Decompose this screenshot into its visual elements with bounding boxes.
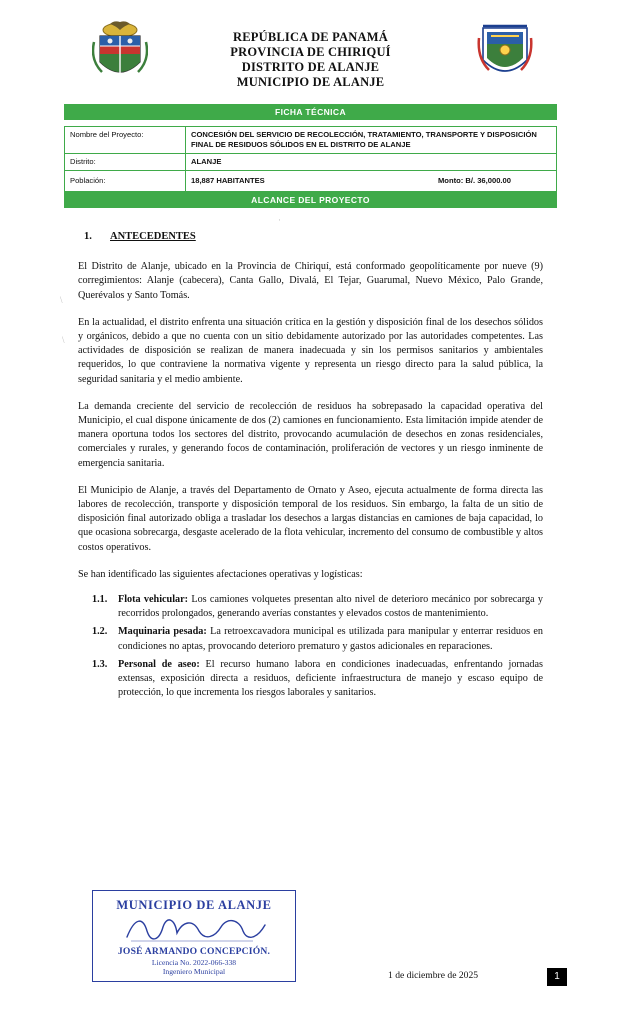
table-row <box>65 154 557 171</box>
list-item-term: Maquinaria pesada: <box>118 626 207 638</box>
section-heading <box>78 230 543 244</box>
title-line-2: PROVINCIA DE CHIRIQUÍ <box>230 45 391 59</box>
signatory-role: Ingeniero Municipal <box>162 967 226 976</box>
monto-value: Monto: B/. 36,000.00 <box>437 176 511 185</box>
footer-date: 1 de diciembre de 2025 <box>388 970 479 981</box>
title-line-3: DISTRITO DE ALANJE <box>241 60 380 74</box>
section-number: 1. <box>84 231 92 242</box>
scan-artifact: \ <box>62 335 65 345</box>
page-number-badge: 1 <box>547 968 567 986</box>
signatory-license: Licencia No. 2022-066-338 <box>151 958 237 967</box>
alcance-band: ALCANCE DEL PROYECTO <box>64 192 557 208</box>
list-item-body: La retroexcavadora municipal es utilizada para manipular y enterrar residuos en condiciones no aptas, provocando deterioro prematuro y gastos adicionales en reparaciones. <box>118 626 543 652</box>
list-item <box>78 593 543 621</box>
list-item-number: 1.1. <box>92 594 108 606</box>
list-item-text <box>118 658 543 701</box>
paragraph-4: El Municipio de Alanje, a través del Departamento de Ornato y Aseo, ejecuta actualmente de forma directa las labores de recolección, transporte y disposición temporal de los residuos. Sin embargo, la falta de un sitio de disposición final autorizado obliga a trasladar los desechos a largas distancias en camiones de baja capacidad, lo que ocasiona sobrecarga, desgaste acelerado de la flota vehicular, incremento del consumo de combustible y altos costos operativos. <box>78 484 543 553</box>
ficha-tecnica-table <box>64 126 557 192</box>
list-item-term: Flota vehicular: <box>118 594 189 606</box>
scan-artifact: · <box>278 215 281 225</box>
table-row <box>65 171 557 192</box>
document-header <box>36 0 585 104</box>
list-item <box>78 658 543 701</box>
title-line-4: MUNICIPIO DE ALANJE <box>236 75 385 89</box>
list-item-number: 1.2. <box>92 626 108 638</box>
list-item-number: 1.3. <box>92 658 108 670</box>
list-item-text <box>118 593 543 621</box>
title-line-1: REPÚBLICA DE PANAMÁ <box>233 30 388 44</box>
list-item-term: Personal de aseo: <box>118 658 200 670</box>
handwritten-signature-icon <box>93 913 295 945</box>
ficha-tecnica-table-wrap <box>64 126 557 192</box>
table-row <box>65 127 557 154</box>
coat-of-arms-alanje-icon <box>477 20 533 88</box>
scan-artifact: \ <box>60 295 63 305</box>
population-label: Población: <box>65 171 186 192</box>
list-item-body: Los camiones volquetes presentan alto nivel de deterioro mecánico por sobrecarga y recorridos prolongados, generando averías constantes y elevados costos de mantenimiento. <box>118 594 543 620</box>
population-value: 18,887 HABITANTES <box>191 176 265 185</box>
list-item-text <box>118 625 543 653</box>
list-item-body: El recurso humano labora en condiciones inadecuadas, enfrentando jornadas extensas, exposición directa a residuos, deficiente infraestructura de manejo y escaso equipo de protección, lo que incrementa los riesgos laborales y sanitarios. <box>118 658 543 699</box>
paragraph-5: Se han identificado las siguientes afectaciones operativas y logísticas: <box>78 568 363 580</box>
district-label: Distrito: <box>65 154 186 171</box>
list-item <box>78 625 543 653</box>
section-title-text: ANTECEDENTES <box>110 231 196 242</box>
document-body <box>78 230 543 700</box>
paragraph-2: En la actualidad, el distrito enfrenta una situación crítica en la gestión y disposición final de los desechos sólidos y orgánicos, debido a que no cuenta con un sitio debidamente autorizado por las autoridades competentes. Las actividades de disposición se realizan de manera inadecuada y sin los permisos sanitarios y ambientales requeridos, lo que contraviene la normativa vigente y representa un riesgo directo para la salud pública, la seguridad sanitaria y el medio ambiente. <box>78 316 543 385</box>
project-name-label: Nombre del Proyecto: <box>65 127 186 154</box>
district-value: ALANJE <box>186 154 557 171</box>
stamp-title: MUNICIPIO DE ALANJE <box>116 898 272 912</box>
ficha-tecnica-band: FICHA TÉCNICA <box>64 104 557 120</box>
document-footer <box>78 968 585 988</box>
paragraph-1: El Distrito de Alanje, ubicado en la Provincia de Chiriquí, está conformado geopolíticamente por nueve (9) corregimientos: Alanje (cabecera), Canta Gallo, Divalá, El Tejar, Guarumal, Nuevo México, Palo Grande, Querévalos y Santo Tomás. <box>78 261 543 301</box>
project-name-value: CONCESIÓN DEL SERVICIO DE RECOLECCIÓN, TRATAMIENTO, TRANSPORTE Y DISPOSICIÓN FINAL DE RESIDUOS SÓLIDOS EN EL DISTRITO DE ALANJE <box>186 127 557 154</box>
affectations-list <box>78 593 543 700</box>
paragraph-3: La demanda creciente del servicio de recolección de residuos ha sobrepasado la capacidad operativa del Municipio, el cual dispone únicamente de dos (2) camiones en funcionamiento. Esta limitación impide atender de manera oportuna todos los sectores del distrito, provocando acumulación de desechos en zonas residenciales, comerciales y rurales, y generando focos de contaminación, proliferación de vectores y un riesgo inminente de emergencia sanitaria. <box>78 400 543 469</box>
signatory-name: JOSÉ ARMANDO CONCEPCIÓN. <box>117 946 271 957</box>
population-value-cell <box>186 171 557 192</box>
